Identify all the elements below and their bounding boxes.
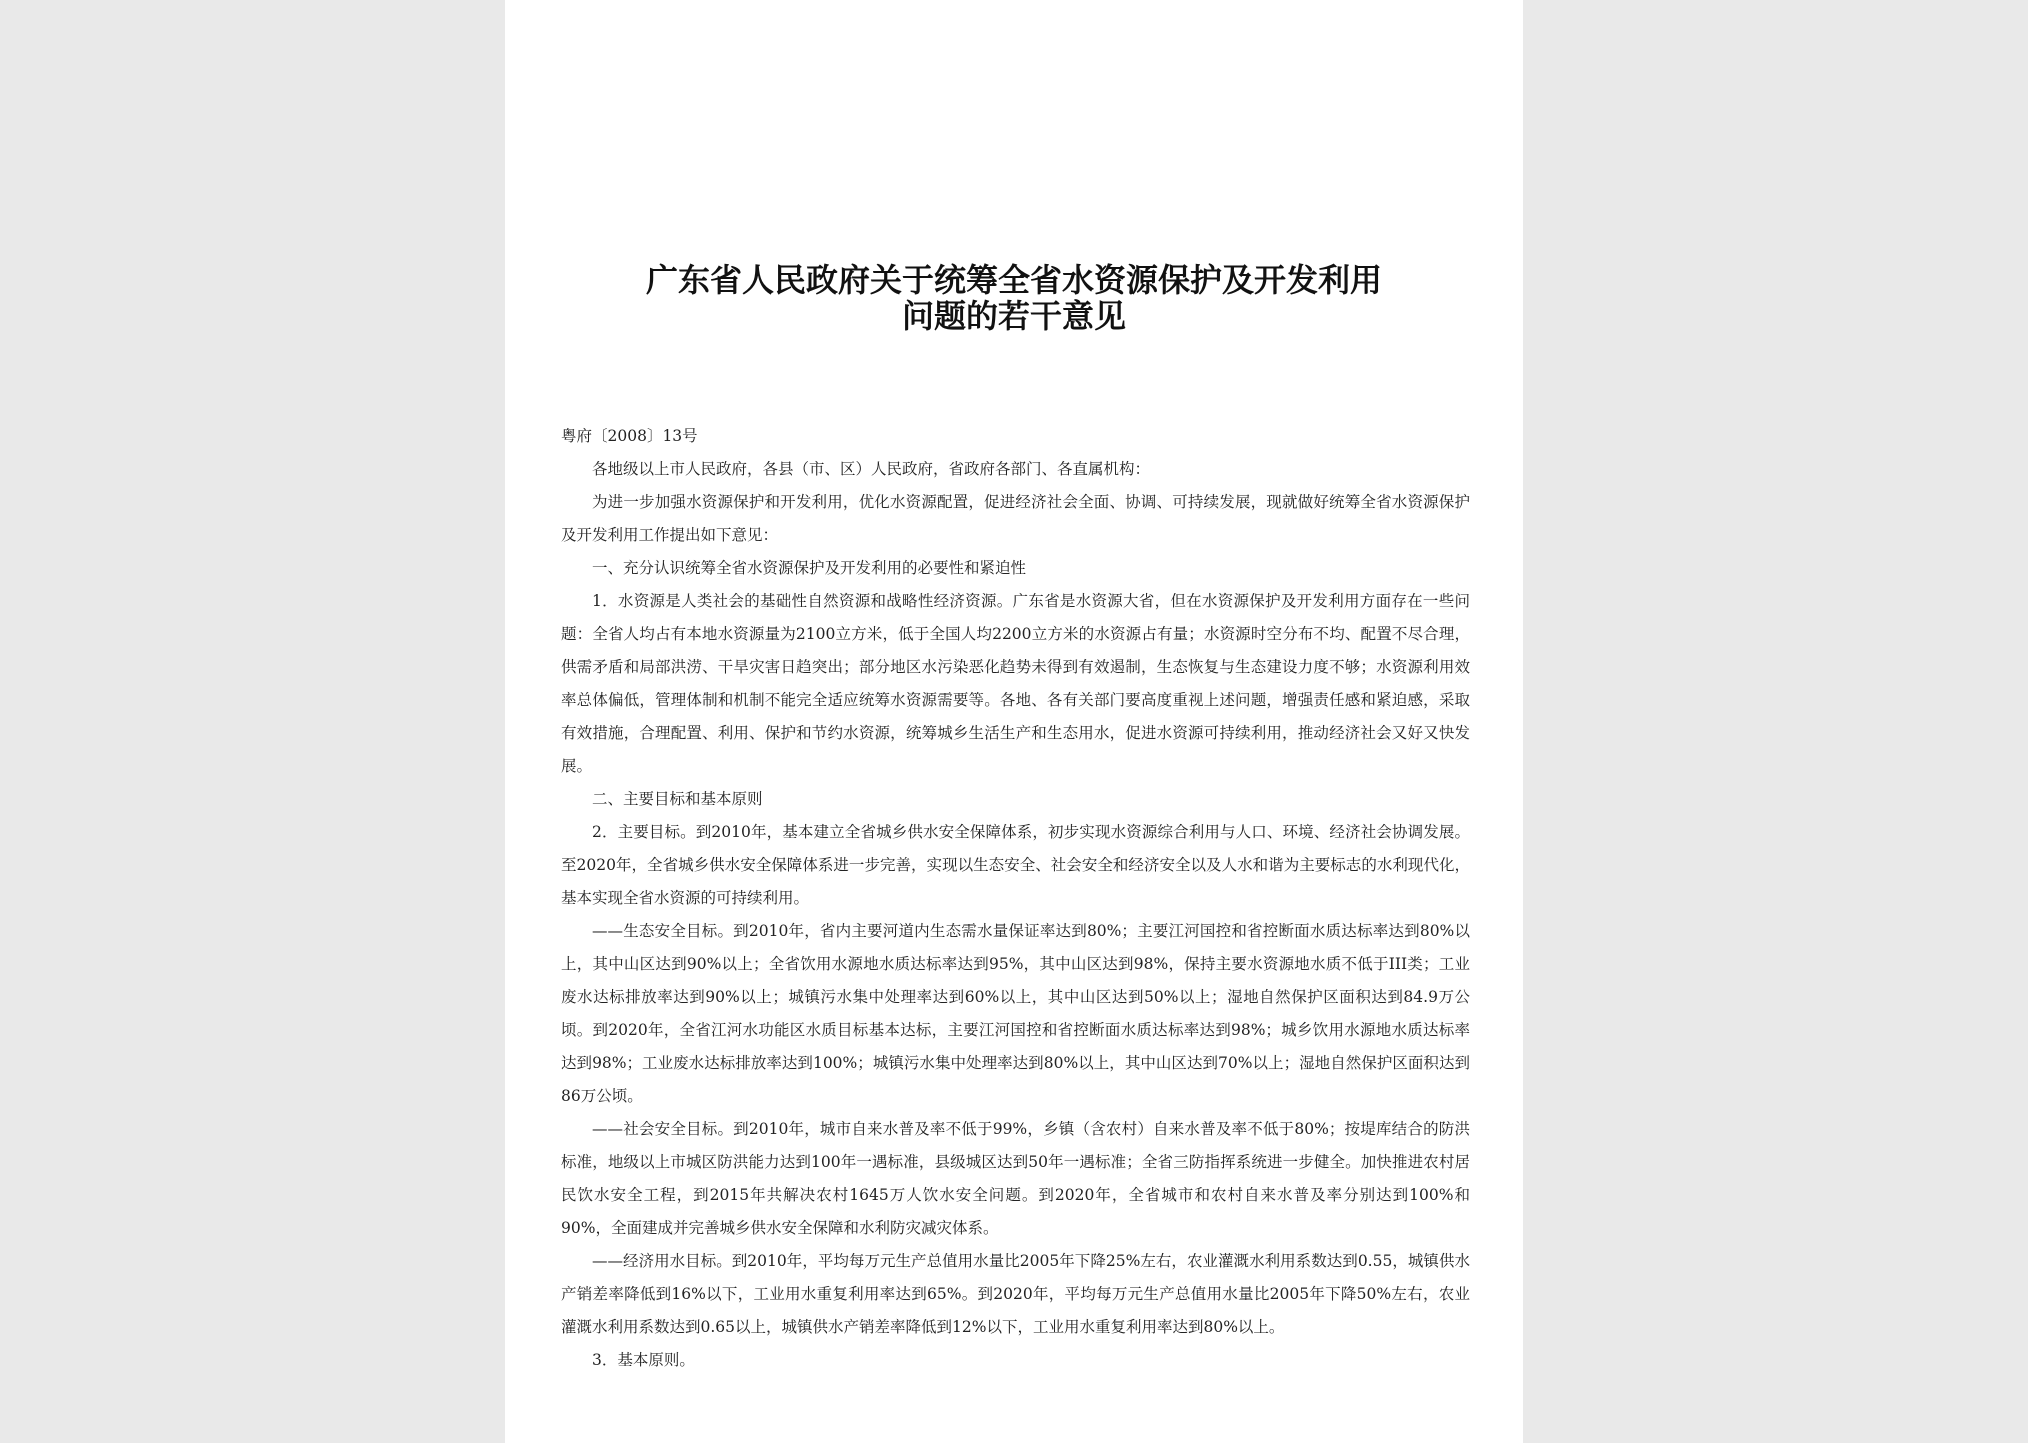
- title-line-2: 问题的若干意见: [901, 297, 1126, 335]
- document-number: 粤府〔2008〕13号: [561, 427, 698, 445]
- paragraph-item-2: 2．主要目标。到2010年，基本建立全省城乡供水安全保障体系，初步实现水资源综合利用与人口、环境、经济社会协调发展。至2020年，全省城乡供水安全保障体系进一步完善，实现以生态安全、社会安全和经济安全以及人水和谐为主要标志的水利现代化，基本实现全省水资源的可持续利用。: [561, 823, 1470, 907]
- paragraph-addressee: 各地级以上市人民政府，各县（市、区）人民政府，省政府各部门、各直属机构：: [592, 460, 1151, 478]
- section-heading-2: 二、主要目标和基本原则: [592, 790, 763, 808]
- document-title: [505, 262, 1523, 334]
- paragraph-item-3: 3．基本原则。: [592, 1351, 695, 1369]
- paragraph-item-1: 1．水资源是人类社会的基础性自然资源和战略性经济资源。广东省是水资源大省，但在水资源保护及开发利用方面存在一些问题：全省人均占有本地水资源量为2100立方米，低于全国人均2200立方米的水资源占有量；水资源时空分布不均、配置不尽合理，供需矛盾和局部洪涝、干旱灾害日趋突出；部分地区水污染恶化趋势未得到有效遏制，生态恢复与生态建设力度不够；水资源利用效率总体偏低，管理体制和机制不能完全适应统筹水资源需要等。各地、各有关部门要高度重视上述问题，增强责任感和紧迫感，采取有效措施，合理配置、利用、保护和节约水资源，统筹城乡生活生产和生态用水，促进水资源可持续利用，推动经济社会又好又快发展。: [561, 592, 1470, 775]
- section-heading-1: 一、充分认识统筹全省水资源保护及开发利用的必要性和紧迫性: [592, 559, 1027, 577]
- paragraph-intro: 为进一步加强水资源保护和开发利用，优化水资源配置，促进经济社会全面、协调、可持续发展，现就做好统筹全省水资源保护及开发利用工作提出如下意见：: [561, 493, 1470, 544]
- title-line-1: 广东省人民政府关于统筹全省水资源保护及开发利用: [645, 261, 1382, 299]
- paragraph-ecological-target: ——生态安全目标。到2010年，省内主要河道内生态需水量保证率达到80%；主要江河国控和省控断面水质达标率达到80%以上，其中山区达到90%以上；全省饮用水源地水质达标率达到95%，其中山区达到98%，保持主要水资源地水质不低于III类；工业废水达标排放率达到90%以上；城镇污水集中处理率达到60%以上，其中山区达到50%以上；湿地自然保护区面积达到84.9万公顷。到2020年，全省江河水功能区水质目标基本达标，主要江河国控和省控断面水质达标率达到98%；城乡饮用水源地水质达标率达到98%；工业废水达标排放率达到100%；城镇污水集中处理率达到80%以上，其中山区达到70%以上；湿地自然保护区面积达到86万公顷。: [561, 922, 1470, 1105]
- paragraph-social-target: ——社会安全目标。到2010年，城市自来水普及率不低于99%，乡镇（含农村）自来水普及率不低于80%；按堤库结合的防洪标准，地级以上市城区防洪能力达到100年一遇标准，县级城区达到50年一遇标准；全省三防指挥系统进一步健全。加快推进农村居民饮水安全工程，到2015年共解决农村1645万人饮水安全问题。到2020年，全省城市和农村自来水普及率分别达到100%和90%，全面建成并完善城乡供水安全保障和水利防灾减灾体系。: [561, 1120, 1470, 1237]
- paragraph-economic-target: ——经济用水目标。到2010年，平均每万元生产总值用水量比2005年下降25%左右，农业灌溉水利用系数达到0.55，城镇供水产销差率降低到16%以下，工业用水重复利用率达到65%。到2020年，平均每万元生产总值用水量比2005年下降50%左右，农业灌溉水利用系数达到0.65以上，城镇供水产销差率降低到12%以下，工业用水重复利用率达到80%以上。: [561, 1252, 1470, 1336]
- document-body: [561, 420, 1470, 1377]
- document-page: [505, 0, 1523, 1443]
